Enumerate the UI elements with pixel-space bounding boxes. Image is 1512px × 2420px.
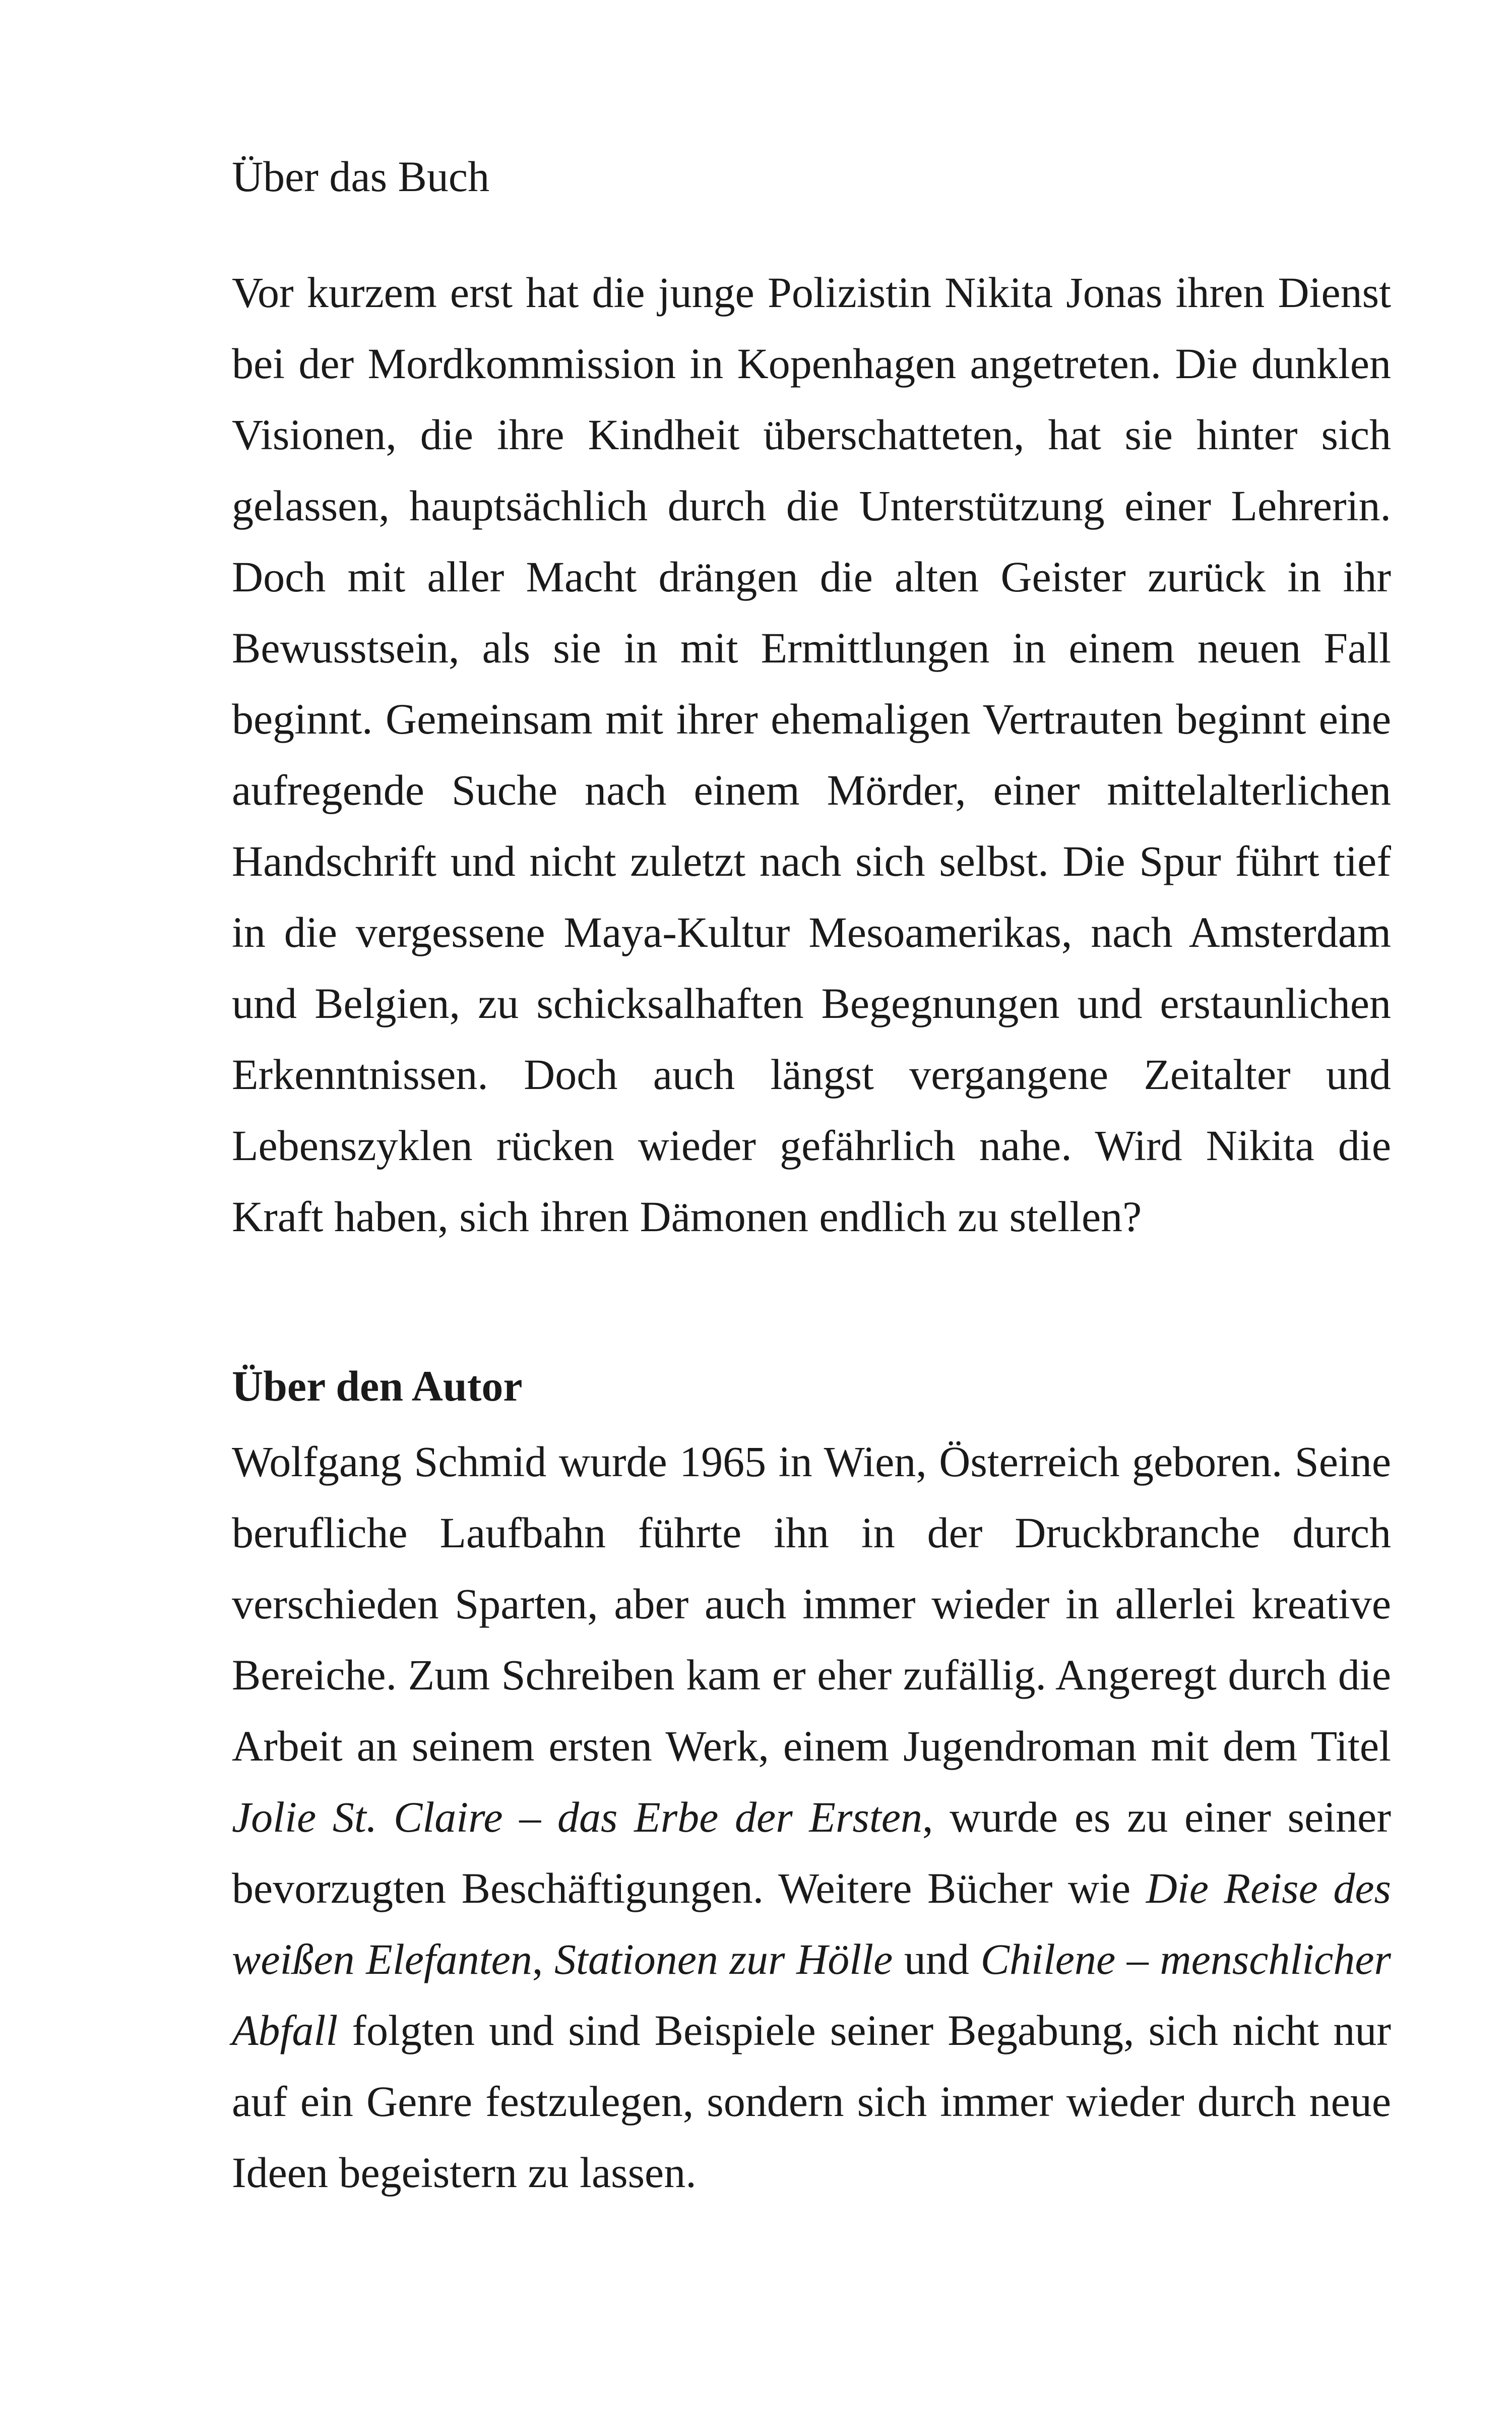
- about-author-section: [232, 1356, 1391, 2208]
- author-text-part: , wurde es zu einer seiner bevorzugten Beschäftigungen. Weitere Bücher wie: [232, 1793, 1391, 1912]
- author-text-part: folgten und sind Beispiele seiner Begabung, sich nicht nur auf ein Genre festzulegen, sondern sich immer wieder durch neue Ideen begeistern zu lassen.: [232, 2006, 1391, 2197]
- author-text-part: und: [893, 1935, 981, 1983]
- author-text-part: ,: [532, 1935, 555, 1983]
- about-book-heading: Über das Buch: [232, 152, 490, 201]
- book-title-hoelle: Stationen zur Hölle: [554, 1935, 893, 1983]
- book-title-chilene: Chilene – menschlicher Abfall: [232, 1935, 1391, 2054]
- about-book-text: Vor kurzem erst hat die junge Polizistin Nikita Jonas ihren Dienst bei der Mordkommission in Kopenhagen angetreten. Die dunklen Visionen, die ihre Kindheit überschatteten, hat sie hinter sich gelassen, hauptsächlich durch die Unterstützung einer Lehrerin. Doch mit aller Macht drängen die alten Geister zurück in ihr Bewusstsein, als sie in mit Ermittlungen in einem neuen Fall beginnt. Gemeinsam mit ihrer ehemaligen Vertrauten beginnt eine aufregende Suche nach einem Mörder, einer mittelalterlichen Handschrift und nicht zuletzt nach sich selbst. Die Spur führt tief in die vergessene Maya-Kultur Mesoamerikas, nach Amsterdam und Belgien, zu schicksalhaften Begegnungen und erstaunlichen Erkenntnissen. Doch auch längst vergangene Zeitalter und Lebenszyklen rücken wieder gefährlich nahe. Wird Nikita die Kraft haben, sich ihren Dämonen endlich zu stellen?: [232, 268, 1391, 1241]
- about-author-text: [232, 1426, 1391, 2208]
- about-author-heading: Über den Autor: [232, 1362, 523, 1410]
- author-text-part: Wolfgang Schmid wurde 1965 in Wien, Österreich geboren. Seine berufliche Laufbahn führte ihn in der Druckbranche durch verschieden Sparten, aber auch immer wieder in allerlei kreative Bereiche. Zum Schreiben kam er eher zufällig. Angeregt durch die Arbeit an seinem ersten Werk, einem Jugendroman mit dem Titel: [232, 1437, 1391, 1770]
- about-book-section: [232, 146, 1391, 1252]
- book-title-jolie: Jolie St. Claire – das Erbe der Ersten: [232, 1793, 922, 1841]
- book-page: [232, 146, 1391, 2208]
- book-title-elefanten: Die Reise des weißen Elefanten: [232, 1864, 1392, 1983]
